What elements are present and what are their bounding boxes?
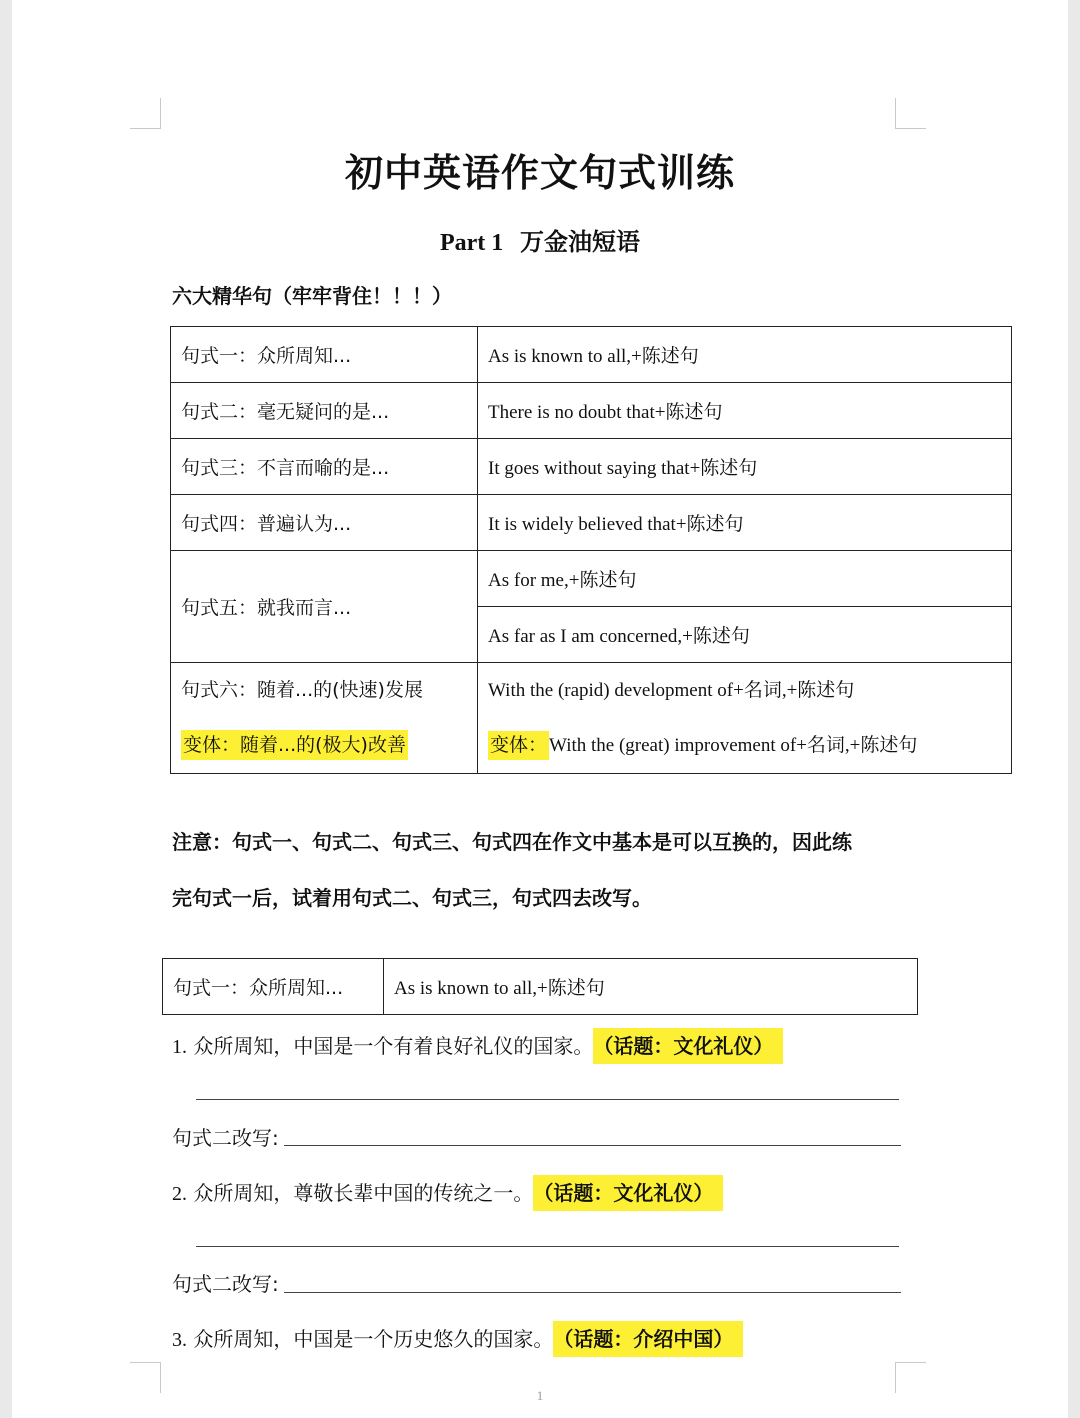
variant-cn-line <box>171 718 477 773</box>
note-line-1: 注意：句式一、句式二、句式三、句式四在作文中基本是可以互换的，因此练 <box>172 830 852 854</box>
exercise-item <box>172 1323 743 1352</box>
crop-mark-top-left <box>130 98 161 129</box>
variant-en-text: With the (great) improvement of+名词,+陈述句 <box>549 735 918 756</box>
exercise-text: 众所周知，中国是一个历史悠久的国家。 <box>193 1327 554 1351</box>
pattern-en-cell <box>478 663 1012 774</box>
part-title: 万金油短语 <box>520 228 641 256</box>
rewrite-blank-line[interactable] <box>284 1292 901 1293</box>
pattern-cn-cell: 句式三：不言而喻的是... <box>171 439 478 495</box>
exercise-number: 2. <box>172 1183 187 1205</box>
pattern-en-cell: There is no doubt that+陈述句 <box>478 383 1012 439</box>
pattern-cn-cell: 句式一：众所周知... <box>171 327 478 383</box>
answer-blank-line[interactable] <box>196 1099 899 1100</box>
rewrite-label: 句式二改写: <box>172 1126 279 1150</box>
topic-highlight: （话题：文化礼仪） <box>533 1175 723 1211</box>
table-row <box>171 327 1012 383</box>
pattern-cn-cell: 句式四：普遍认为... <box>171 495 478 551</box>
part-label: Part 1 <box>439 230 504 256</box>
variant-cn-highlight: 变体：随着...的(极大)改善 <box>181 730 408 760</box>
table-row <box>171 663 1012 774</box>
rewrite-label: 句式二改写: <box>172 1272 279 1296</box>
part-heading <box>0 222 1080 257</box>
exercise-item <box>172 1177 723 1206</box>
variant-en-line <box>478 718 1011 773</box>
practice-cn-cell: 句式一：众所周知... <box>163 959 384 1015</box>
variant-label-highlight: 变体： <box>488 731 549 760</box>
table-row <box>171 439 1012 495</box>
document-title: 初中英语作文句式训练 <box>344 151 735 195</box>
table-row <box>163 959 918 1015</box>
topic-highlight: （话题：介绍中国） <box>553 1321 743 1357</box>
table-row <box>171 495 1012 551</box>
crop-mark-top-right <box>895 98 926 129</box>
pattern-en-cell: It is widely believed that+陈述句 <box>478 495 1012 551</box>
note-line-2: 完句式一后，试着用句式二、句式三，句式四去改写。 <box>172 886 652 910</box>
table-row <box>171 383 1012 439</box>
pattern-en-cell: It goes without saying that+陈述句 <box>478 439 1012 495</box>
pattern-cn-cell: 句式五：就我而言... <box>171 551 478 663</box>
practice-pattern-table <box>162 958 918 1015</box>
pattern-cn-line: 句式六：随着...的(快速)发展 <box>181 679 423 701</box>
section-heading: 六大精华句（牢牢背住！！！） <box>172 284 452 308</box>
pattern-en-cell: As for me,+陈述句 <box>478 551 1012 607</box>
exercise-item <box>172 1030 783 1059</box>
exercise-text: 众所周知，中国是一个有着良好礼仪的国家。 <box>193 1034 594 1058</box>
exercise-text: 众所周知，尊敬长辈中国的传统之一。 <box>193 1181 534 1205</box>
rewrite-blank-line[interactable] <box>284 1145 901 1146</box>
pattern-cn-cell <box>171 663 478 774</box>
pattern-en-cell: As far as I am concerned,+陈述句 <box>478 607 1012 663</box>
pattern-cn-cell: 句式二：毫无疑问的是... <box>171 383 478 439</box>
page-number: 1 <box>536 1388 544 1403</box>
topic-highlight: （话题：文化礼仪） <box>593 1028 783 1064</box>
exercise-number: 1. <box>172 1036 187 1058</box>
answer-blank-line[interactable] <box>196 1246 899 1247</box>
sentence-pattern-table <box>170 326 1012 774</box>
pattern-en-cell: As is known to all,+陈述句 <box>478 327 1012 383</box>
table-row <box>171 551 1012 607</box>
practice-en-cell: As is known to all,+陈述句 <box>384 959 918 1015</box>
exercise-number: 3. <box>172 1329 187 1351</box>
pattern-en-line: With the (rapid) development of+名词,+陈述句 <box>488 680 855 701</box>
